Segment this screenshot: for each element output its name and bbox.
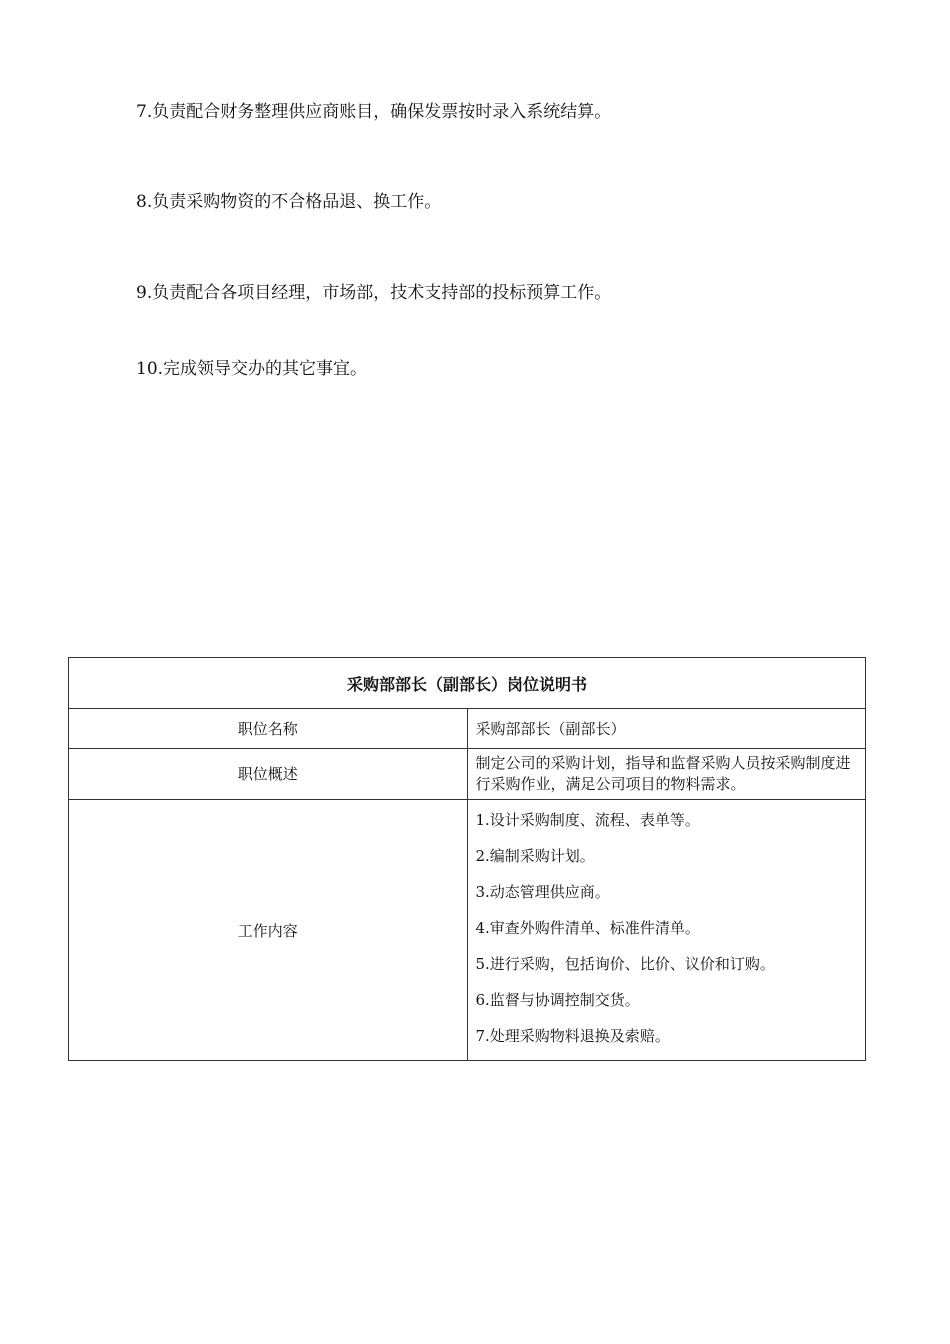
work-item-7: 7.处理采购物料退换及索赔。 (475, 1027, 670, 1045)
work-item-2: 2.编制采购计划。 (475, 847, 595, 865)
table-row-overview (69, 749, 866, 800)
work-item-3: 3.动态管理供应商。 (475, 883, 610, 901)
position-name-label: 职位名称 (69, 709, 468, 749)
paragraph-item-7: 7.负责配合财务整理供应商账目，确保发票按时录入系统结算。 (136, 102, 612, 122)
table-title-row (69, 658, 866, 709)
table-title: 采购部部长（副部长）岗位说明书 (69, 658, 866, 709)
job-description-table (68, 657, 866, 1061)
work-item-1: 1.设计采购制度、流程、表单等。 (475, 811, 700, 829)
paragraph-item-8: 8.负责采购物资的不合格品退、换工作。 (136, 192, 442, 212)
paragraph-item-10: 10.完成领导交办的其它事宜。 (136, 359, 368, 379)
overview-value: 制定公司的采购计划，指导和监督采购人员按采购制度进行采购作业，满足公司项目的物料需求。 (467, 749, 866, 800)
work-content-label: 工作内容 (69, 800, 468, 1061)
work-item-5: 5.进行采购，包括询价、比价、议价和订购。 (475, 955, 775, 973)
work-content-cell (467, 800, 866, 1061)
position-name-value: 采购部部长（副部长） (467, 709, 866, 749)
work-item-6: 6.监督与协调控制交货。 (475, 991, 640, 1009)
table-row-position-name (69, 709, 866, 749)
paragraph-item-9: 9.负责配合各项目经理，市场部，技术支持部的投标预算工作。 (136, 283, 612, 303)
work-content-list (476, 800, 858, 1060)
work-item-4: 4.审查外购件清单、标准件清单。 (475, 919, 700, 937)
overview-label: 职位概述 (69, 749, 468, 800)
table-row-work-content (69, 800, 866, 1061)
